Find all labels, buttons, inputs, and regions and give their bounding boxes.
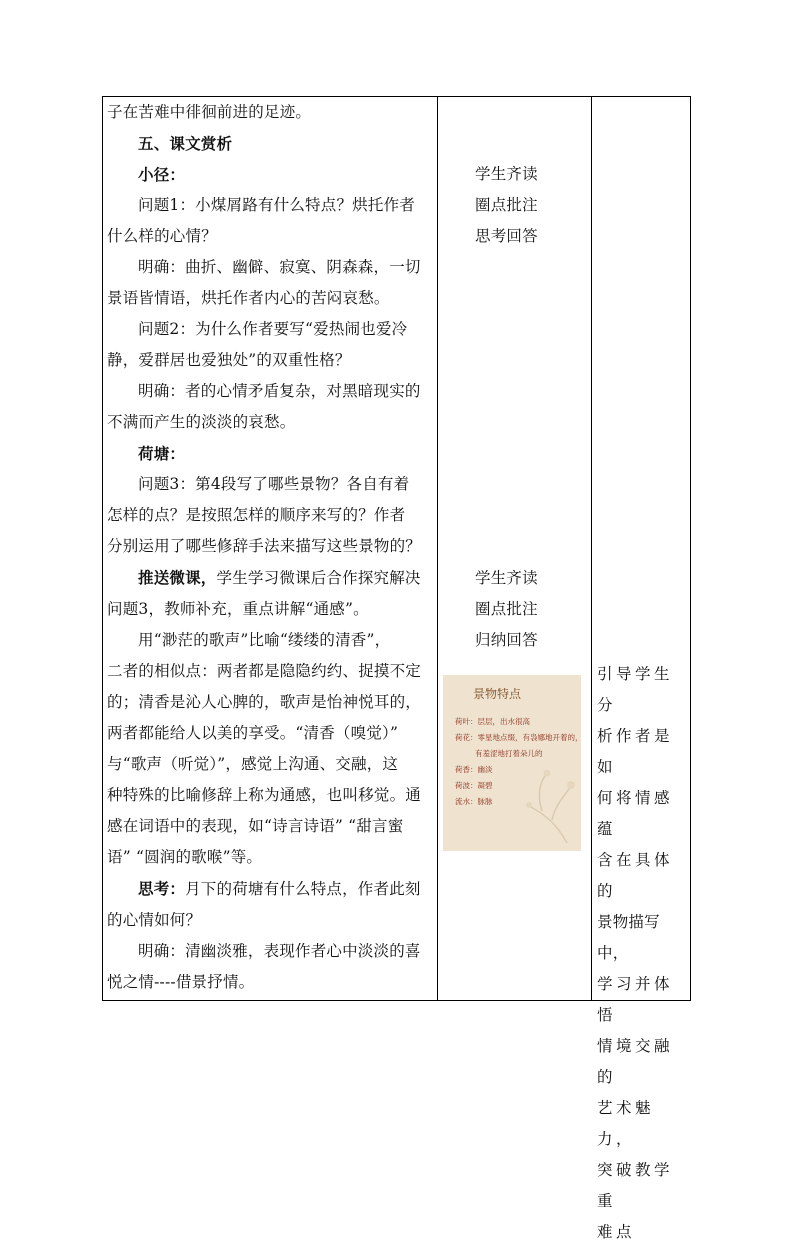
text-line: 问题3，教师补充，重点讲解“通感”。 <box>107 600 369 618</box>
text-line: 语” “圆润的歌喉”等。 <box>107 848 263 866</box>
slide-item: 荷叶：层层，出水很高 <box>455 717 530 726</box>
purpose-line: 含在具体的 <box>597 851 674 900</box>
text-line: 用“渺茫的歌声”比喻“缕缕的清香”， <box>138 631 391 649</box>
text-line: 二者的相似点：两者都是隐隐约约、捉摸不定 <box>107 662 422 680</box>
activity-item: 思考回答 <box>475 227 538 245</box>
text-line: 明确：清幽淡雅，表现作者心中淡淡的喜 <box>138 942 421 960</box>
purpose-text <box>597 659 689 1248</box>
slide-title: 景物特点 <box>473 687 522 701</box>
text-line: 种特殊的比喻修辞上称为通感，也叫移觉。通 <box>107 786 422 804</box>
text-line: 悦之情----借景抒情。 <box>107 973 255 991</box>
text-line: 子在苦难中徘徊前进的足迹。 <box>107 103 312 121</box>
slide-item: 流水：脉脉 <box>455 797 493 806</box>
purpose-line: 引导学生分 <box>597 665 674 714</box>
subheading-path: 小径： <box>138 165 186 184</box>
purpose-line: 难点 <box>597 1223 636 1241</box>
subheading-pond: 荷塘： <box>138 444 186 463</box>
slide-item: 荷波：凝碧 <box>455 781 493 790</box>
section-heading: 五、课文赏析 <box>138 134 233 153</box>
bold-label-push: 推送微课， <box>138 568 217 587</box>
activity-group <box>475 159 575 252</box>
text-line: 思考：月下的荷塘有什么特点，作者此刻 <box>138 879 421 898</box>
text-line: 的；清香是沁人心脾的，歌声是怡神悦耳的， <box>107 693 422 711</box>
purpose-line: 情境交融的 <box>597 1037 674 1086</box>
text-line: 分别运用了哪些修辞手法来描写这些景物的？ <box>107 537 422 555</box>
purpose-line: 学习并体悟 <box>597 975 674 1024</box>
text-line: 问题2：为什么作者要写“爱热闹也爱冷 <box>138 320 408 338</box>
slide-thumbnail <box>443 675 581 851</box>
bold-label-think: 思考： <box>138 879 186 898</box>
text-line: 景语皆情语，烘托作者内心的苦闷哀愁。 <box>107 289 390 307</box>
slide-item: 荷香：幽淡 <box>455 765 493 774</box>
text-line: 的心情如何？ <box>107 911 202 929</box>
purpose-line: 何将情感蕴 <box>597 789 674 838</box>
activity-item: 圈点批注 <box>475 600 538 618</box>
column-divider <box>591 97 592 1000</box>
text-line: 明确：曲折、幽僻、寂寞、阴森森，一切 <box>138 258 421 276</box>
text-line: 问题1：小煤屑路有什么特点？烘托作者 <box>138 196 415 214</box>
activity-group <box>475 563 575 656</box>
purpose-line: 景物描写中， <box>597 913 660 962</box>
text-line: 静，爱群居也爱独处”的双重性格？ <box>107 351 351 369</box>
text-line: 不满而产生的淡淡的哀愁。 <box>107 413 296 431</box>
activity-item: 学生齐读 <box>475 165 538 183</box>
lesson-plan-table <box>102 96 691 1241</box>
purpose-line: 艺术魅力， <box>597 1099 655 1148</box>
text-line: 感在词语中的表现，如“诗言诗语” “甜言蜜 <box>107 817 404 835</box>
teaching-content-column <box>107 97 435 998</box>
text-line: 推送微课，学生学习微课后合作探究解决 <box>138 568 421 587</box>
slide-item: 有羞涩地打着朵儿的 <box>475 749 543 758</box>
text-line: 怎样的点？是按照怎样的顺序来写的？作者 <box>107 506 406 524</box>
text-line: 两者都能给人以美的享受。“清香（嗅觉）” <box>107 724 399 742</box>
slide-item: 荷花：零星地点缀，有袅娜地开着的， <box>455 733 583 742</box>
text-line: 问题3：第4段写了哪些景物？各自有着 <box>138 475 410 493</box>
plum-blossom-decoration-icon <box>517 765 577 845</box>
activity-item: 学生齐读 <box>475 569 538 587</box>
activity-item: 圈点批注 <box>475 196 538 214</box>
purpose-line: 突破教学重 <box>597 1161 674 1210</box>
text-line: 什么样的心情？ <box>107 227 217 245</box>
text-line: 与“歌声（听觉）”，感觉上沟通、交融，这 <box>107 755 399 773</box>
purpose-line: 析作者是如 <box>597 727 674 776</box>
text-line: 明确：者的心情矛盾复杂，对黑暗现实的 <box>138 382 421 400</box>
column-divider <box>437 97 438 1000</box>
activity-item: 归纳回答 <box>475 631 538 649</box>
